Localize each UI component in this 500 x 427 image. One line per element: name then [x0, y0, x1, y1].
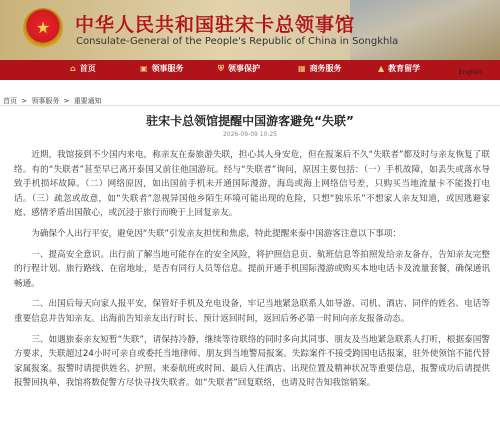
nav-item-home[interactable]: ⌂ 首页	[70, 64, 96, 73]
article-paragraph: 为确保个人出行平安，避免因“失联”引发亲友担忧和焦虑，特此提醒来泰中国游客注意以下事项：	[31, 228, 402, 239]
passport-icon: ▣	[140, 64, 148, 73]
home-icon: ⌂	[70, 64, 76, 73]
header-banner	[0, 0, 500, 60]
breadcrumb-consular-service[interactable]: 领事服务	[31, 97, 60, 105]
article-body	[14, 148, 490, 397]
article-paragraph: 三、如遇旅泰亲友短暂“失联”，请保持冷静，继续等待联络的同时多向其同事、朋友及当地紧急联系人打听，根据泰国警方要求，失联超过24小时可亲自或委托当地律师、朋友到当地警局报案。失踪案件不接受跨国电话报案，驻外使领馆不能代替家属报案。报警时请提供姓名、护照、来泰航班或时间、最后入住酒店、出现位置及精神状况等重要信息，报警成功后请提供报警回执单，我馆将数促警方尽快寻找失联者。如“失联者”回复联络，也请及时告知我馆销案。	[14, 334, 490, 389]
breadcrumb-important-notice[interactable]: 重要通知	[73, 97, 102, 105]
article-date: 2026-09-09 10:25	[222, 131, 278, 138]
article-title: 驻宋卡总领馆提醒中国游客避免“失联”	[146, 114, 354, 128]
shield-icon: ⛨	[218, 63, 224, 73]
nav-item-business-service[interactable]: ▦ 商务服务	[298, 64, 342, 73]
article-paragraph: 二、出国后每天向家人报平安，保管好手机及充电设备，牢记当地紧急联系人如导游、司机、酒店、同伴的姓名、电话等重要信息并告知亲友。出海前告知亲友出行时长、预计返回时间，返回后务必第一时间向亲友报备动态。	[14, 299, 490, 324]
national-emblem-icon: ★	[23, 8, 63, 48]
briefcase-icon: ▦	[298, 64, 306, 73]
graduation-icon: ▲	[378, 64, 385, 73]
nav-item-consular-protection[interactable]: ⛨ 领事保护	[218, 63, 260, 73]
article-paragraph: 近期，我馆接到不少国内来电，称亲友在泰旅游失联，担心其人身安危，但在报案后不久“失联者”都及时与亲友恢复了联络。有的“失联者”甚至早已离开泰国又前往他国游玩。经与“失联者”询问，原因主要包括：（一）手机故障，如丢失或落水导致手机损坏故障。（二）网络原因，如出国前手机未开通国际漫游，海岛或海上网络信号差，只购买当地流量卡不能拨打电话。（三）疏忽或故意，如“失联者”忽视异国他乡陌生环境可能出现的危险，只想“独乐乐”不想家人亲友知道，或因逃避家庭、感情矛盾出国散心，或沉浸于旅行而晚于上回复亲友。	[14, 150, 490, 219]
nav-item-consular-service[interactable]: ▣ 领事服务	[140, 64, 184, 73]
great-wall-image	[350, 0, 500, 60]
breadcrumb-home[interactable]: 首页	[3, 97, 17, 105]
language-switch-link[interactable]: English	[458, 68, 482, 76]
article-paragraph: 一、提高安全意识。出行前了解当地可能存在的安全风险，将护照信息页、航班信息等拍照发给亲友备存，告知亲友完整的行程计划、旅行路线、在宿地址，是否有同行人员等信息。提前开通手机国际漫游或购买本地电话卡及流量套餐，确保通讯畅通。	[14, 249, 490, 289]
breadcrumb-separator: >	[63, 97, 70, 105]
divider	[0, 105, 500, 106]
nav-item-education[interactable]: ▲ 教育留学	[378, 64, 421, 73]
breadcrumb-separator: >	[21, 97, 28, 105]
site-title-cn: 中华人民共和国驻宋卡总领事馆	[75, 14, 356, 36]
site-title-en: Consulate-General of the People's Republic of China in Songkhla	[76, 36, 399, 47]
main-nav	[0, 60, 500, 80]
